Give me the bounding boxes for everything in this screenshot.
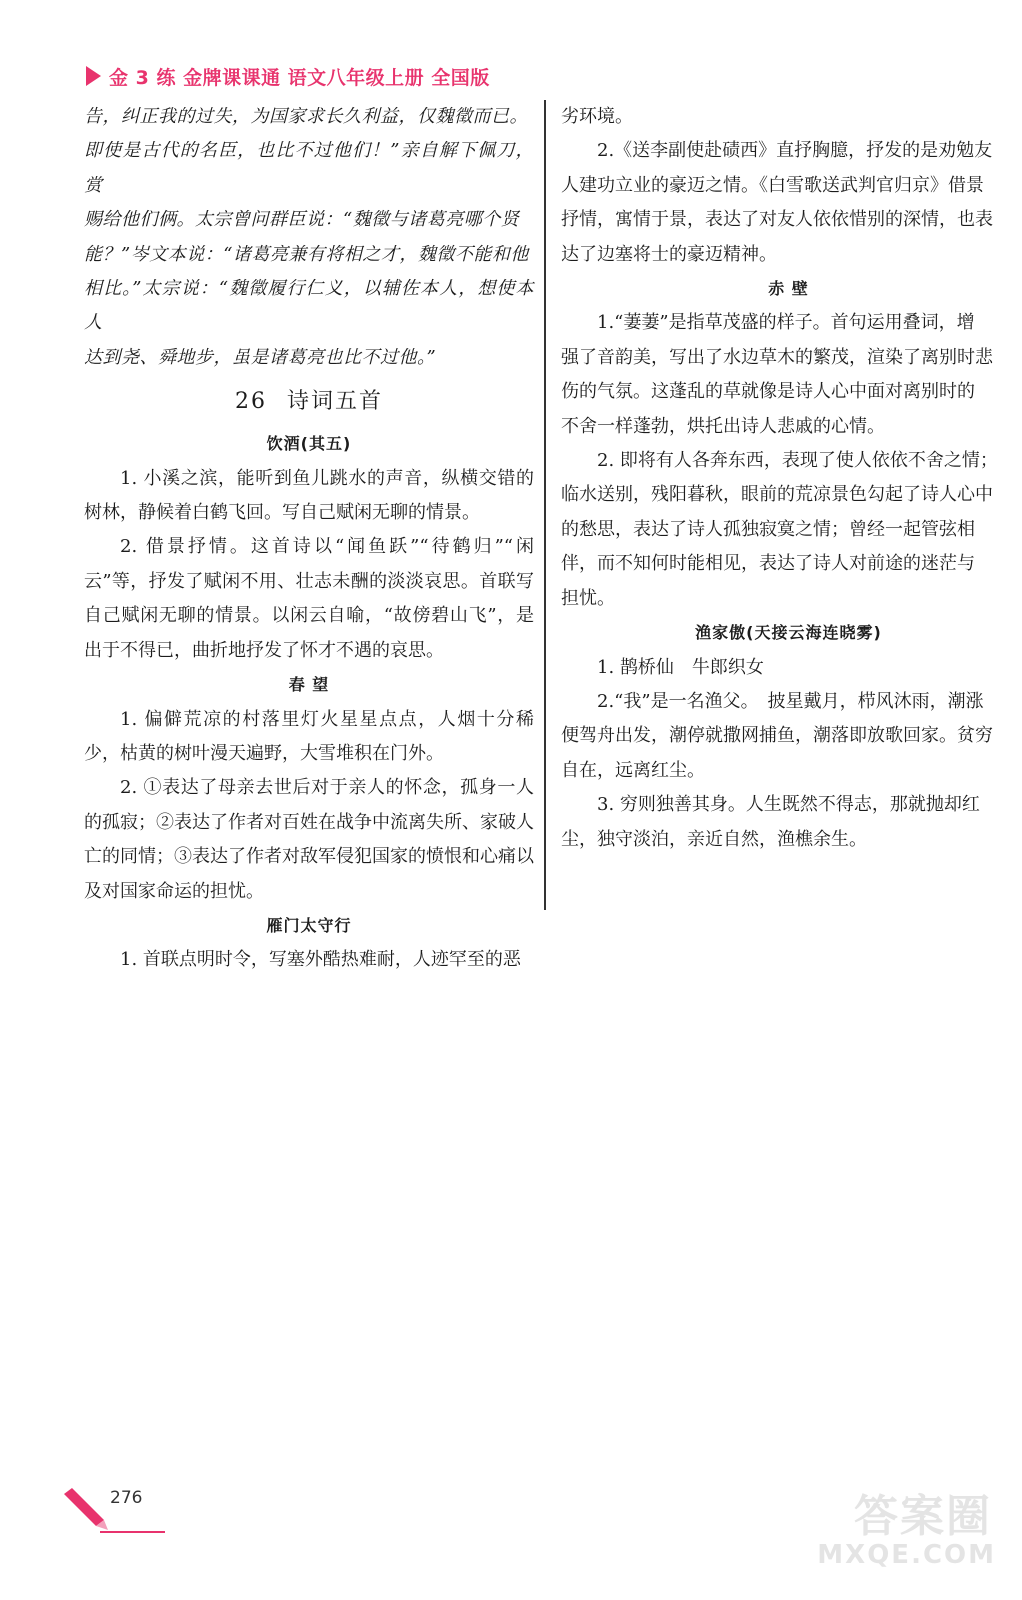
running-header: [86, 60, 490, 92]
watermark: [802, 1480, 1002, 1600]
cont-line: 即使是古代的名臣，也比不过他们！”亲自解下佩刀，赏: [84, 140, 534, 196]
text-line: 3. 穷则独善其身。人生既然不得志，那就抛却红: [561, 794, 980, 816]
cont-line: 能？”岑文本说：“诸葛亮兼有将相之才，魏徵不能和他: [84, 243, 529, 265]
section-title: [84, 377, 534, 427]
text-line: 2.《送李副使赴碛西》直抒胸臆，抒发的是劝勉友: [561, 140, 993, 162]
text-line: 达了边塞将士的豪迈精神。: [561, 243, 777, 265]
text-line: 担忧。: [561, 587, 615, 609]
text-line: 自在，远离红尘。: [561, 759, 705, 781]
right-column: [561, 100, 1016, 857]
page-number: 276: [110, 1488, 143, 1508]
cont-line: 赐给他们俩。太宗曾问群臣说：“魏徵与诸葛亮哪个贤: [84, 209, 520, 231]
poem-heading-yinjiu: 饮酒(其五): [266, 434, 352, 454]
text-line: 2. 即将有人各奔东西，表现了使人依依不舍之情；: [561, 450, 998, 472]
section-number: 26: [234, 389, 267, 415]
poem-heading-chunwang: 春 望: [288, 675, 330, 695]
left-column: [84, 100, 534, 978]
text-line: 劣环境。: [561, 106, 633, 127]
answer-paragraph: 2. 借景抒情。这首诗以“闻鱼跃”“待鹤归”“闲云”等，抒发了赋闲不用、壮志未酬的淡淡哀思。首联写自己赋闲无聊的情景。以闲云自喻，“故傍碧山飞”，是出于不得已，曲折地抒发了怀才不遇的哀思。: [84, 536, 534, 661]
text-line: 抒情，寓情于景，表达了对友人依依惜别的深情，也表: [561, 209, 993, 231]
header-text: 金 3 练 金牌课课通 语文八年级上册 全国版: [109, 66, 490, 89]
text-line: 1.“萋萋”是指草茂盛的样子。首句运用叠词，增: [561, 312, 975, 334]
section-title-text: 诗词五首: [286, 389, 383, 415]
text-line: 便驾舟出发，潮停就撒网捕鱼，潮落即放歌回家。贫穷: [561, 725, 993, 747]
text-line: 尘，独守淡泊，亲近自然，渔樵余生。: [561, 828, 867, 850]
watermark-line: 答案圈: [854, 1491, 992, 1542]
text-line: 人建功立业的豪迈之情。《白雪歌送武判官归京》借景: [561, 174, 984, 196]
answer-paragraph: 2. ①表达了母亲去世后对于亲人的怀念，孤身一人的孤寂；②表达了作者对百姓在战争中流离失所、家破人亡的同情；③表达了作者对敌军侵犯国家的愤恨和心痛以及对国家命运的担忧。: [84, 777, 534, 902]
cont-line: 相比。”太宗说：“魏徵履行仁义，以辅佐本人，想使本人: [84, 278, 534, 334]
cont-line: 告，纠正我的过失，为国家求长久利益，仅魏徵而已。: [84, 106, 528, 127]
watermark-line: MXQE.COM: [817, 1540, 996, 1570]
poem-heading-yujiaao: 渔家傲(天接云海连晓雾): [695, 623, 882, 643]
text-line: 的愁思，表达了诗人孤独寂寞之情；曾经一起管弦相: [561, 518, 975, 540]
text-line: 伤的气氛。这蓬乱的草就像是诗人心中面对离别时的: [561, 381, 975, 403]
poem-heading-yanmen: 雁门太守行: [266, 915, 352, 935]
text-line: 1. 鹊桥仙 牛郎织女: [561, 656, 764, 678]
text-line: 临水送别，残阳暮秋，眼前的荒凉景色勾起了诗人心中: [561, 484, 993, 506]
answer-paragraph: 1. 首联点明时令，写塞外酷热难耐，人迹罕至的恶: [120, 949, 521, 971]
answer-paragraph: 1. 偏僻荒凉的村落里灯火星星点点，人烟十分稀少，枯黄的树叶漫天遍野，大雪堆积在门外。: [84, 708, 534, 764]
text-line: 2.“我”是一名渔父。 披星戴月，栉风沐雨，潮涨: [561, 690, 984, 712]
answer-paragraph: 1. 小溪之滨，能听到鱼儿跳水的声音，纵横交错的树林，静候着白鹤飞回。写自己赋闲无聊的情景。: [84, 467, 534, 524]
triangle-marker-icon: [86, 66, 101, 86]
text-line: 不舍一样蓬勃，烘托出诗人悲戚的心情。: [561, 415, 885, 437]
poem-heading-chibi: 赤 壁: [768, 279, 809, 299]
column-divider: [544, 100, 546, 910]
text-line: 强了音韵美，写出了水边草木的繁茂，渲染了离别时悲: [561, 346, 993, 368]
page-footer: [60, 1480, 170, 1540]
cont-line: 达到尧、舜地步，虽是诸葛亮也比不过他。”: [84, 346, 437, 368]
text-line: 伴，而不知何时能相见，表达了诗人对前途的迷茫与: [561, 553, 975, 575]
